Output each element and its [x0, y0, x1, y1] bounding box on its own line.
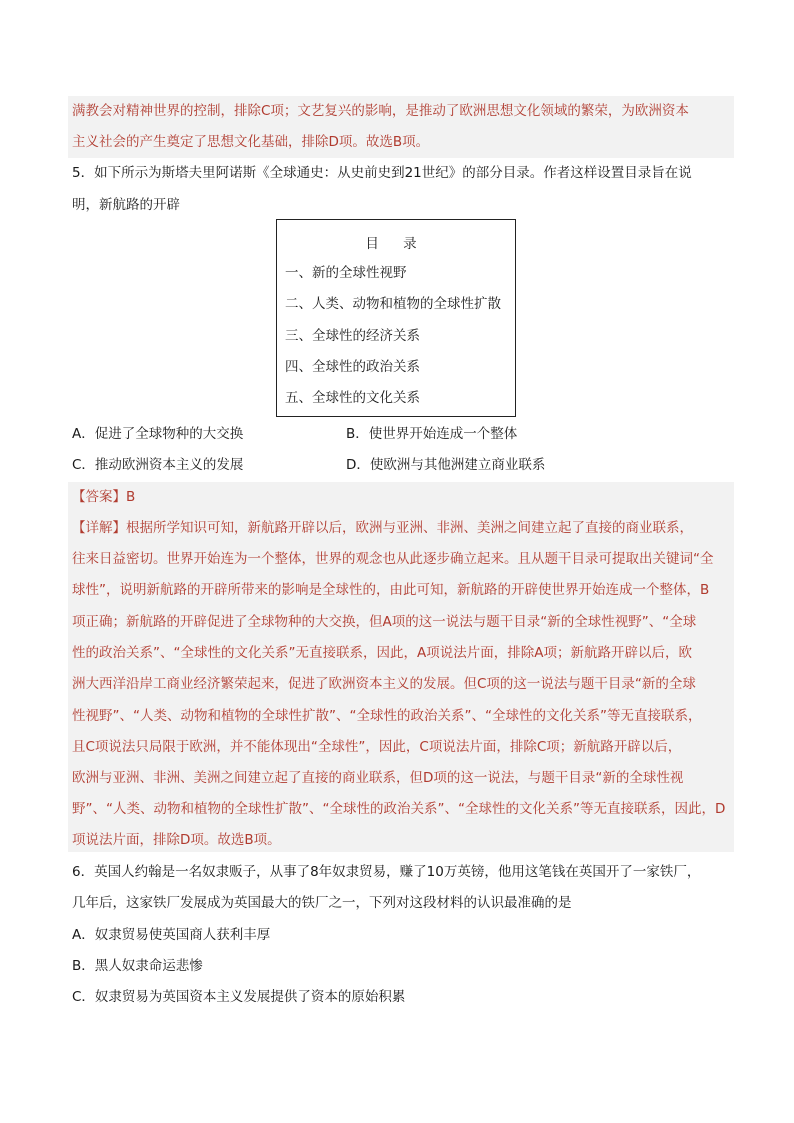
q6-option-a: A．奴隶贸易使英国商人获利丰厚: [72, 927, 271, 943]
detail-line: 欧洲与亚洲、非洲、美洲之间建立起了直接的商业联系，但D项的这一说法，与题干目录“新的全球性视: [72, 770, 684, 786]
q5-option-d: D．使欧洲与其他洲建立商业联系: [346, 457, 546, 473]
detail-line: 性的政治关系”、“全球性的文化关系”无直接联系，因此，A项说法片面，排除A项；新航路开辟以后，欧: [72, 645, 692, 661]
q6-stem-line: 6．英国人约翰是一名奴隶贩子，从事了8年奴隶贸易，赚了10万英镑，他用这笔钱在英国开了一家铁厂，: [72, 864, 701, 880]
detail-label: 【详解】: [72, 520, 126, 536]
q5-option-a: A．促进了全球物种的大交换: [72, 426, 244, 442]
detail-line: 项说法片面，排除D项。故选B项。: [72, 832, 281, 848]
q6-option-b: B．黑人奴隶命运悲惨: [72, 958, 203, 974]
detail-line: 且C项说法只局限于欧洲，并不能体现出“全球性”，因此，C项说法片面，排除C项；新航路开辟以后，: [72, 739, 682, 755]
detail-line: 性视野”、“人类、动物和植物的全球性扩散”、“全球性的政治关系”、“全球性的文化关系”等无直接联系，: [72, 708, 702, 724]
prev-analysis-line: 主义社会的产生奠定了思想文化基础，排除D项。故选B项。: [72, 134, 430, 150]
detail-line: 野”、“人类、动物和植物的全球性扩散”、“全球性的政治关系”、“全球性的文化关系”等无直接联系，因此，D: [72, 801, 726, 817]
detail-line: 球性”，说明新航路的开辟所带来的影响是全球性的，由此可知，新航路的开辟使世界开始连成一个整体，B: [72, 582, 710, 598]
q5-option-b: B．使世界开始连成一个整体: [346, 426, 518, 442]
q6-option-c: C．奴隶贸易为英国资本主义发展提供了资本的原始积累: [72, 989, 406, 1005]
catalog-item: 四、全球性的政治关系: [285, 359, 420, 375]
detail-text: 根据所学知识可知，新航路开辟以后，欧洲与亚洲、非洲、美洲之间建立起了直接的商业联系，: [126, 520, 693, 536]
catalog-title: 目 录: [365, 236, 427, 252]
detail-line: 洲大西洋沿岸工商业经济繁荣起来，促进了欧洲资本主义的发展。但C项的这一说法与题干目录“新的全球: [72, 676, 696, 692]
answer-line: [72, 487, 732, 507]
catalog-item: 一、新的全球性视野: [285, 265, 407, 281]
q5-option-c: C．推动欧洲资本主义的发展: [72, 457, 244, 473]
catalog-item: 三、全球性的经济关系: [285, 328, 420, 344]
catalog-item: 五、全球性的文化关系: [285, 390, 420, 406]
detail-line: 往来日益密切。世界开始连为一个整体，世界的观念也从此逐步确立起来。且从题干目录可提取出关键词“全: [72, 551, 714, 567]
q5-stem-line: 明，新航路的开辟: [72, 197, 180, 213]
detail-line: 项正确；新航路的开辟促进了全球物种的大交换，但A项的这一说法与题干目录“新的全球性视野”、“全球: [72, 614, 697, 630]
answer-label: 【答案】: [72, 489, 126, 505]
answer-value: B: [126, 489, 136, 505]
q6-stem-line: 几年后，这家铁厂发展成为英国最大的铁厂之一，下列对这段材料的认识最准确的是: [72, 895, 572, 911]
q5-stem-line: 5．如下所示为斯塔夫里阿诺斯《全球通史：从史前史到21世纪》的部分目录。作者这样设置目录旨在说: [72, 165, 692, 181]
catalog-box: [276, 219, 516, 417]
detail-line: [72, 518, 732, 538]
prev-analysis-line: 满教会对精神世界的控制，排除C项；文艺复兴的影响，是推动了欧洲思想文化领域的繁荣，为欧洲资本: [72, 103, 689, 119]
catalog-item: 二、人类、动物和植物的全球性扩散: [285, 296, 501, 312]
